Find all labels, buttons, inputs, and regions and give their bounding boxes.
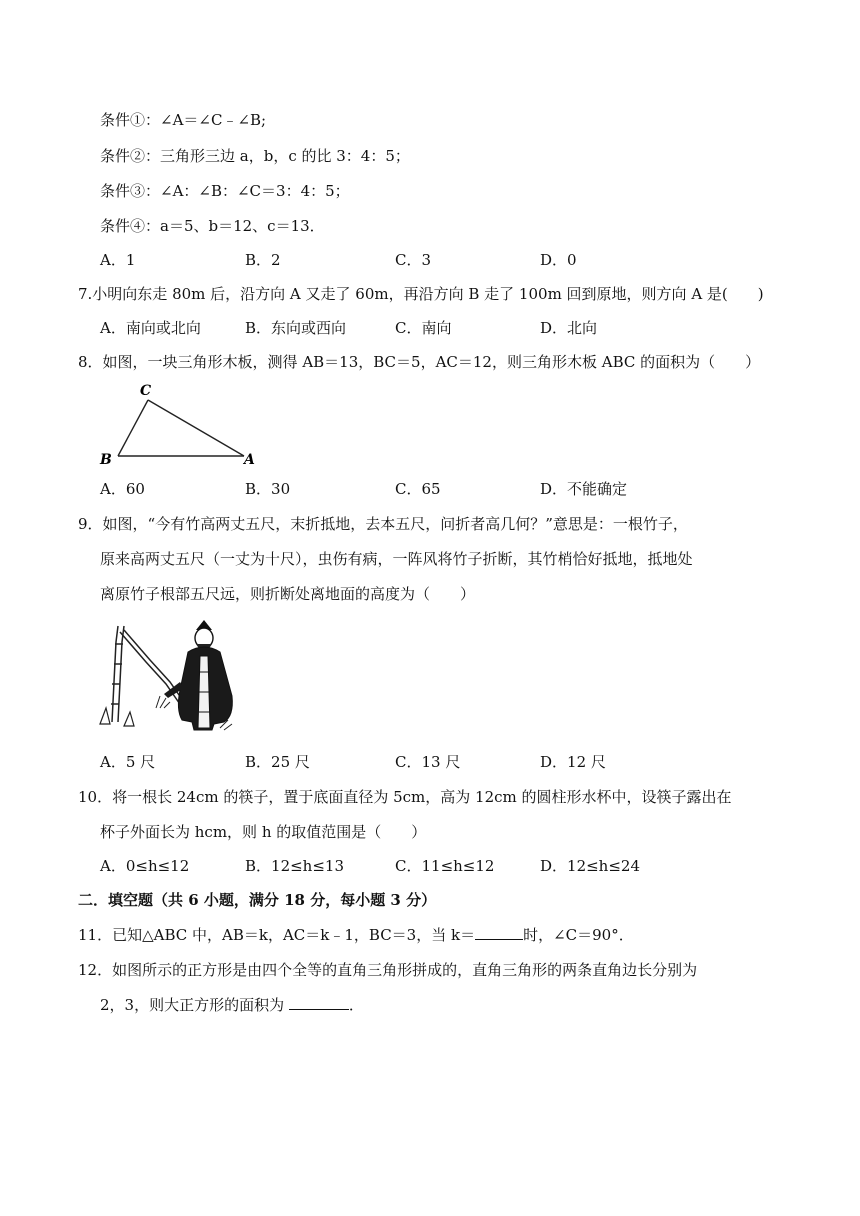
q10-option-a: A．0≤h≤12 <box>100 857 190 875</box>
q6-option-c: C．3 <box>395 251 432 269</box>
q6-option-b: B．2 <box>245 251 281 269</box>
q10-stem-line-2: 杯子外面长为 hcm，则 h 的取值范围是（ ） <box>100 823 427 841</box>
q12-text-after: ． <box>348 996 364 1014</box>
q8-triangle-figure <box>96 380 266 470</box>
q6-condition-1: 条件①：∠A＝∠C﹣∠B; <box>100 111 267 129</box>
q10-stem-line-1: 10．将一根长 24cm 的筷子，置于底面直径为 5cm，高为 12cm 的圆柱形水杯中，设筷子露出在 <box>78 788 732 806</box>
vertex-label-a: A <box>244 452 255 468</box>
q10-option-b: B．12≤h≤13 <box>245 857 344 875</box>
q12-stem-line-2 <box>100 995 364 1015</box>
q9-stem-line-3: 离原竹子根部五尺远，则折断处离地面的高度为（ ） <box>100 585 476 603</box>
q8-option-d: D．不能确定 <box>540 480 628 498</box>
q9-option-d: D．12 尺 <box>540 753 606 771</box>
q11-text-before: 11．已知△ABC 中，AB＝k，AC＝k﹣1，BC＝3，当 k＝ <box>78 926 476 944</box>
q6-option-d: D．0 <box>540 251 577 269</box>
q11-text-after: 时，∠C＝90°． <box>523 926 634 944</box>
q7-option-d: D．北向 <box>540 319 598 337</box>
q6-condition-4: 条件④：a＝5、b＝12、c＝13． <box>100 217 325 235</box>
q10-option-d: D．12≤h≤24 <box>540 857 640 875</box>
q7-option-a: A．南向或北向 <box>100 319 201 337</box>
q7-option-c: C．南向 <box>395 319 452 337</box>
q9-bamboo-scholar-illustration <box>96 612 246 742</box>
q10-option-c: C．11≤h≤12 <box>395 857 495 875</box>
q12-text-before: 2，3，则大正方形的面积为 <box>100 996 289 1014</box>
q9-stem-line-1: 9．如图，“今有竹高两丈五尺，末折抵地，去本五尺，问折者高几何？”意思是：一根竹子， <box>78 515 688 533</box>
q9-stem-line-2: 原来高两丈五尺（一丈为十尺），虫伤有病，一阵风将竹子折断，其竹梢恰好抵地，抵地处 <box>100 550 693 568</box>
q9-option-c: C．13 尺 <box>395 753 461 771</box>
triangle-side-bc <box>118 400 148 456</box>
q12-answer-blank[interactable] <box>289 995 349 1010</box>
q8-option-a: A．60 <box>100 480 145 498</box>
q11-stem <box>78 925 634 945</box>
q11-answer-blank[interactable] <box>475 925 523 940</box>
q8-option-b: B．30 <box>245 480 291 498</box>
q7-option-b: B．东向或西向 <box>245 319 347 337</box>
q9-option-b: B．25 尺 <box>245 753 310 771</box>
bamboo-shoots <box>100 708 134 726</box>
triangle-side-ca <box>148 400 244 456</box>
vertex-label-c: C <box>140 383 152 399</box>
section-2-heading: 二．填空题（共 6 小题，满分 18 分，每小题 3 分） <box>78 891 437 909</box>
q8-option-c: C．65 <box>395 480 441 498</box>
vertex-label-b: B <box>100 452 112 468</box>
q6-condition-3: 条件③：∠A：∠B：∠C＝3：4：5； <box>100 182 350 200</box>
q8-stem: 8．如图，一块三角形木板，测得 AB＝13，BC＝5，AC＝12，则三角形木板 ABC 的面积为（ ） <box>78 353 761 371</box>
scholar-figure <box>164 620 232 730</box>
q6-condition-2: 条件②：三角形三边 a，b，c 的比 3：4：5； <box>100 147 410 165</box>
q6-option-a: A．1 <box>100 251 136 269</box>
q12-stem-line-1: 12．如图所示的正方形是由四个全等的直角三角形拼成的，直角三角形的两条直角边长分别为 <box>78 961 698 979</box>
bamboo-stalk <box>111 626 188 722</box>
q9-option-a: A．5 尺 <box>100 753 156 771</box>
q7-stem: 7.小明向东走 80m 后，沿方向 A 又走了 60m，再沿方向 B 走了 100m 回到原地，则方向 A 是( ) <box>78 285 764 303</box>
